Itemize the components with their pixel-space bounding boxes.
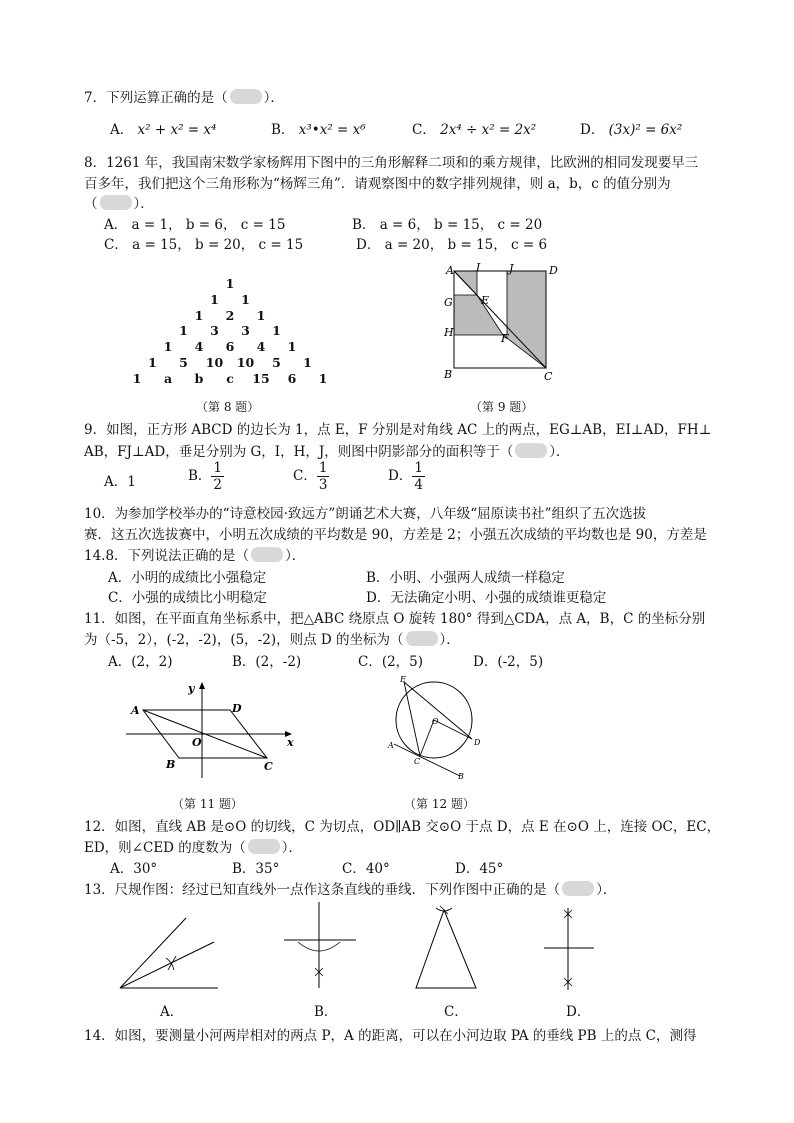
- triangle-cell: 3: [210, 323, 219, 339]
- tangent-ab: [394, 744, 460, 776]
- answer-blank[interactable]: [562, 881, 594, 896]
- q7-option-d: D． (3x)² = 6x²: [580, 122, 683, 138]
- q12-figure: [386, 672, 482, 784]
- label-d: D: [474, 738, 481, 747]
- answer-blank[interactable]: [251, 547, 283, 562]
- label-d: D: [549, 264, 558, 277]
- q8-caption: （第 8 题）: [196, 400, 260, 414]
- q9-option-d: D． $\frac{1}{4}$: [388, 460, 423, 493]
- label-a: A: [388, 741, 394, 750]
- q13-figure-d: [538, 900, 598, 996]
- triangle-cell: 3: [241, 323, 250, 339]
- label-e: E: [481, 294, 490, 307]
- q8-line3: （ ）．: [84, 196, 154, 212]
- q14-line1: 14．如图，要测量小河两岸相对的两点 P，A 的距离，可以在小河边取 PA 的垂线 PB 上的点 C，测得: [84, 1028, 697, 1044]
- label-y: y: [188, 682, 195, 695]
- label-b: B: [166, 758, 176, 771]
- triangle-cell: b: [194, 370, 204, 386]
- label-c: C: [264, 760, 273, 773]
- q13-figure-b: [278, 898, 360, 994]
- triangle-cell: 2: [225, 307, 235, 323]
- label-h: H: [444, 326, 454, 339]
- triangle-cell: 1: [194, 307, 204, 323]
- triangle-cell: c: [226, 370, 234, 386]
- triangle-cell: 1: [272, 323, 281, 339]
- q11-option-a: A．(2，2): [108, 654, 173, 670]
- yanghui-triangle: [130, 276, 330, 386]
- label-j: J: [509, 262, 514, 275]
- triangle-cell: 5: [272, 355, 281, 370]
- q12-caption: （第 12 题）: [404, 797, 475, 811]
- q13-option-c: C．: [444, 1004, 468, 1020]
- q11-line1: 11．如图，在平面直角坐标系中，把△ABC 绕原点 O 旋转 180° 得到△CDA，点 A，B，C 的坐标分别: [84, 611, 706, 627]
- label-g: G: [444, 296, 453, 309]
- q11-figure: [122, 676, 302, 780]
- label-f: F: [501, 332, 509, 345]
- q8-option-d: D． a = 20， b = 15， c = 6: [356, 237, 548, 253]
- label-c: C: [414, 757, 421, 766]
- q11-caption: （第 11 题）: [172, 797, 243, 811]
- q11-option-d: D．(-2，5): [473, 654, 544, 670]
- answer-blank[interactable]: [100, 195, 132, 210]
- q10-option-b: B．小明、小强两人成绩一样稳定: [366, 570, 565, 586]
- triangle-cell: 1: [287, 339, 297, 355]
- triangle-cell: 1: [148, 355, 157, 370]
- label-e: E: [400, 675, 406, 684]
- q7-option-b: B． x³•x² = x⁶: [271, 122, 366, 138]
- triangle-cell: 1: [303, 355, 312, 370]
- answer-blank[interactable]: [248, 839, 280, 854]
- q8-option-a: A． a = 1， b = 6， c = 15: [104, 217, 286, 233]
- answer-blank[interactable]: [515, 443, 547, 458]
- label-x: x: [287, 736, 294, 749]
- q7-option-c: C． 2x⁴ ÷ x² = 2x²: [412, 122, 537, 138]
- shaded-region-right: [503, 271, 546, 368]
- q10-line1: 10．为参加学校举办的“诗意校园·致远方”朗诵艺术大赛，八年级“屈原读书社”组织了五次选拔: [84, 506, 647, 522]
- triangle-cell: 1: [210, 291, 219, 307]
- q11-option-b: B．(2，-2): [232, 654, 302, 670]
- q10-option-a: A．小明的成绩比小强稳定: [108, 570, 267, 586]
- q9-figure: [436, 262, 566, 386]
- q10-line2: 赛．这五次选拔赛中，小明五次成绩的平均数是 90，方差是 2；小强五次成绩的平均数也是 90，方差是: [84, 527, 707, 543]
- q10-option-c: C．小强的成绩比小明稳定: [108, 590, 267, 606]
- q7-option-a: A． x² + x² = x⁴: [110, 122, 217, 138]
- triangle-cell: 4: [194, 339, 204, 355]
- q11-option-c: C．(2，5): [358, 654, 424, 670]
- q13-figure-a: [116, 904, 220, 994]
- triangle-cell: 1: [132, 370, 142, 386]
- q13-line1: 13．尺规作图：经过已知直线外一点作这条直线的垂线．下列作图中正确的是（ ）．: [84, 882, 617, 898]
- answer-blank[interactable]: [406, 631, 438, 646]
- label-d: D: [232, 702, 242, 715]
- triangle-cell: 1: [225, 276, 235, 291]
- q11-line2: 为（-5，2），(-2，-2)，(5，-2)，则点 D 的坐标为（ ）．: [84, 632, 460, 648]
- label-o: O: [432, 717, 439, 726]
- answer-blank[interactable]: [230, 89, 262, 104]
- q13-figure-c: [410, 902, 482, 994]
- triangle-cell: 6: [225, 339, 235, 355]
- triangle-cell: 10: [236, 355, 255, 370]
- q9-line1: 9．如图，正方形 ABCD 的边长为 1，点 E，F 分别是对角线 AC 上的两点，EG⊥AB，EI⊥AD，FH⊥: [84, 422, 712, 438]
- triangle-cell: 6: [287, 370, 297, 386]
- q9-option-b: B． $\frac{1}{2}$: [188, 460, 223, 493]
- q8-line2: 百多年，我们把这个三角形称为“杨辉三角”．请观察图中的数字排列规律，则 a，b，c 的值分别为: [84, 176, 671, 192]
- triangle-cell: 1: [179, 323, 188, 339]
- q12-option-d: D．45°: [455, 861, 504, 877]
- q7-stem: 7．下列运算正确的是（ ）．: [84, 90, 284, 106]
- q8-option-c: C． a = 15， b = 20， c = 15: [104, 237, 304, 253]
- triangle-cell: 1: [163, 339, 173, 355]
- label-c: C: [544, 370, 553, 383]
- label-o: O: [192, 736, 202, 749]
- label-b: B: [444, 368, 453, 381]
- q9-option-a: A．1: [104, 474, 136, 490]
- triangle-cell: 4: [256, 339, 266, 355]
- q13-option-d: D．: [566, 1004, 591, 1020]
- q9-option-c: C． $\frac{1}{3}$: [293, 460, 328, 493]
- q12-option-b: B．35°: [232, 861, 280, 877]
- q12-option-c: C．40°: [342, 861, 390, 877]
- q8-option-b: B． a = 6， b = 15， c = 20: [352, 217, 543, 233]
- q13-option-a: A．: [160, 1004, 184, 1020]
- q12-line1: 12．如图，直线 AB 是⊙O 的切线，C 为切点，OD∥AB 交⊙O 于点 D，点 E 在⊙O 上，连接 OC，EC，: [84, 819, 721, 835]
- label-b: B: [458, 772, 464, 781]
- triangle-cell: 1: [256, 307, 266, 323]
- triangle-cell: 1: [241, 291, 250, 307]
- triangle-cell: 5: [179, 355, 188, 370]
- q9-caption: （第 9 题）: [470, 400, 534, 414]
- q10-option-d: D．无法确定小明、小强的成绩谁更稳定: [366, 590, 607, 606]
- q8-line1: 8．1261 年，我国南宋数学家杨辉用下图中的三角形解释二项和的乘方规律，比欧洲的相同发现要早三: [84, 155, 699, 171]
- triangle-cell: 10: [205, 355, 224, 370]
- label-i: I: [476, 262, 481, 274]
- q12-line2: ED，则∠CED 的度数为（ ）．: [84, 840, 303, 856]
- label-a: A: [446, 264, 454, 277]
- triangle-cell: a: [163, 370, 173, 386]
- q12-option-a: A．30°: [110, 861, 158, 877]
- q9-line2: AB，FJ⊥AD，垂足分别为 G，I，H，J，则图中阴影部分的面积等于（ ）．: [84, 444, 570, 460]
- q13-option-b: B．: [314, 1004, 338, 1020]
- triangle-cell: 1: [318, 370, 328, 386]
- q10-line3: 14.8．下列说法正确的是（ ）．: [84, 548, 306, 564]
- triangle-cell: 15: [252, 370, 270, 386]
- label-a: A: [131, 704, 140, 717]
